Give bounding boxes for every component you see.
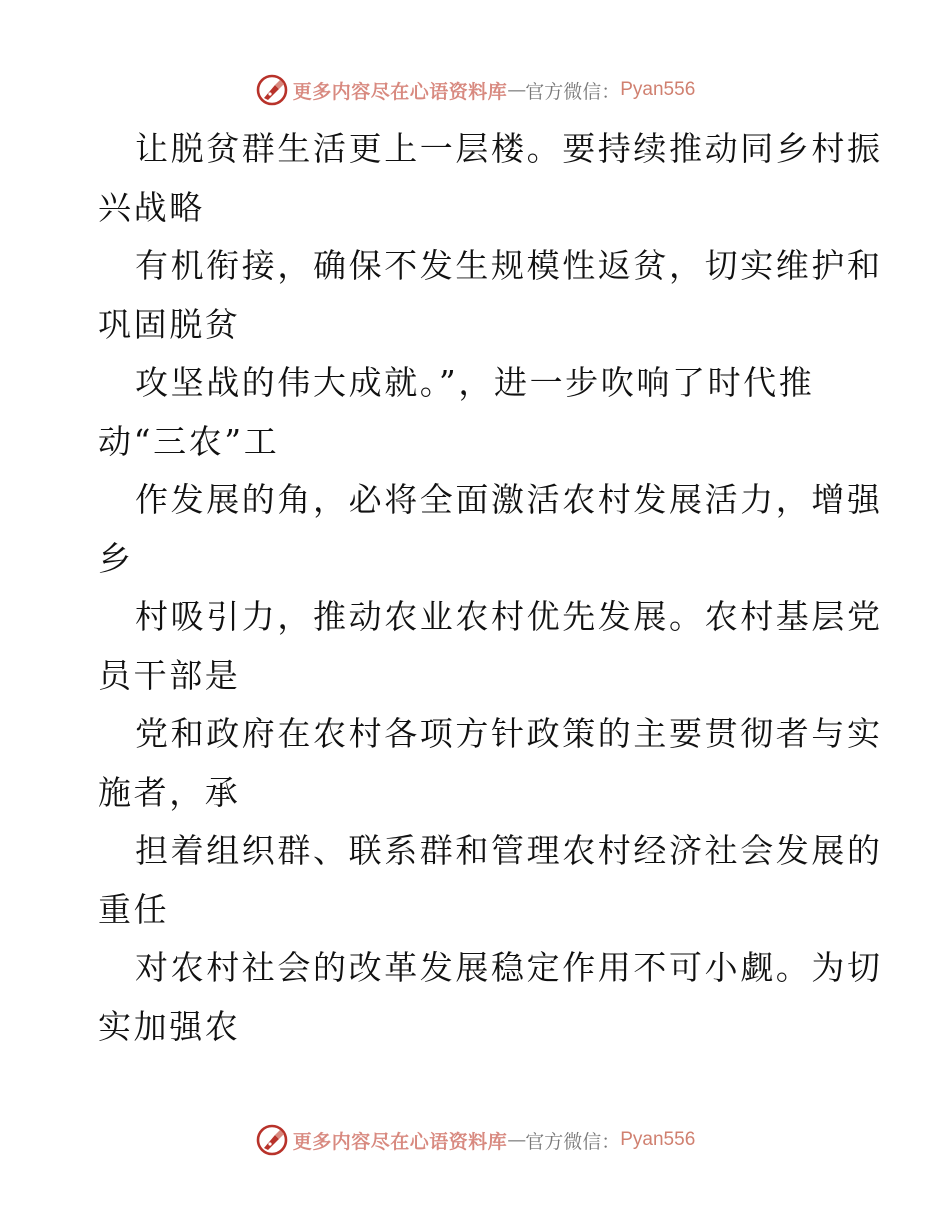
text-line: 担着组织群、联系群和管理农村经济社会发展的 — [135, 831, 883, 870]
header-separator: — — [507, 79, 526, 101]
text-line: 重任 — [98, 889, 170, 929]
footer-contact-id: Pyan556 — [620, 1129, 696, 1150]
pen-nib-logo-icon — [255, 1123, 289, 1157]
text-line: 巩固脱贫 — [98, 304, 241, 344]
text-line: 动“三农”工 — [98, 421, 280, 461]
text-line: 有机衔接，确保不发生规模性返贫，切实维护和 — [135, 246, 883, 285]
footer-banner — [0, 1120, 950, 1160]
header-banner — [0, 70, 950, 110]
text-line: 员干部是 — [98, 655, 241, 695]
text-line: 施者，承 — [98, 772, 241, 812]
footer-site-text: 更多内容尽在心语资料库 — [292, 1130, 508, 1153]
text-line: 攻坚战的伟大成就。”，进一步吹响了时代推 — [135, 363, 815, 402]
pen-nib-logo-icon — [255, 73, 289, 107]
text-line: 党和政府在农村各项方针政策的主要贯彻者与实 — [135, 714, 883, 753]
header-contact-id: Pyan556 — [620, 79, 696, 100]
text-line: 兴战略 — [98, 187, 205, 227]
footer-separator: — — [507, 1129, 526, 1151]
footer-contact-label: 官方微信： — [525, 1130, 621, 1153]
header-site-text: 更多内容尽在心语资料库 — [292, 80, 508, 103]
text-line: 乡 — [98, 538, 134, 578]
text-line: 实加强农 — [98, 1006, 241, 1046]
text-line: 作发展的角，必将全面激活农村发展活力，增强 — [135, 480, 883, 519]
document-body — [98, 120, 883, 1056]
text-line: 村吸引力，推动农业农村优先发展。农村基层党 — [135, 597, 883, 636]
header-contact-label: 官方微信： — [525, 80, 621, 103]
text-line: 对农村社会的改革发展稳定作用不可小觑。为切 — [135, 948, 883, 987]
text-line: 让脱贫群生活更上一层楼。要持续推动同乡村振 — [135, 129, 883, 168]
